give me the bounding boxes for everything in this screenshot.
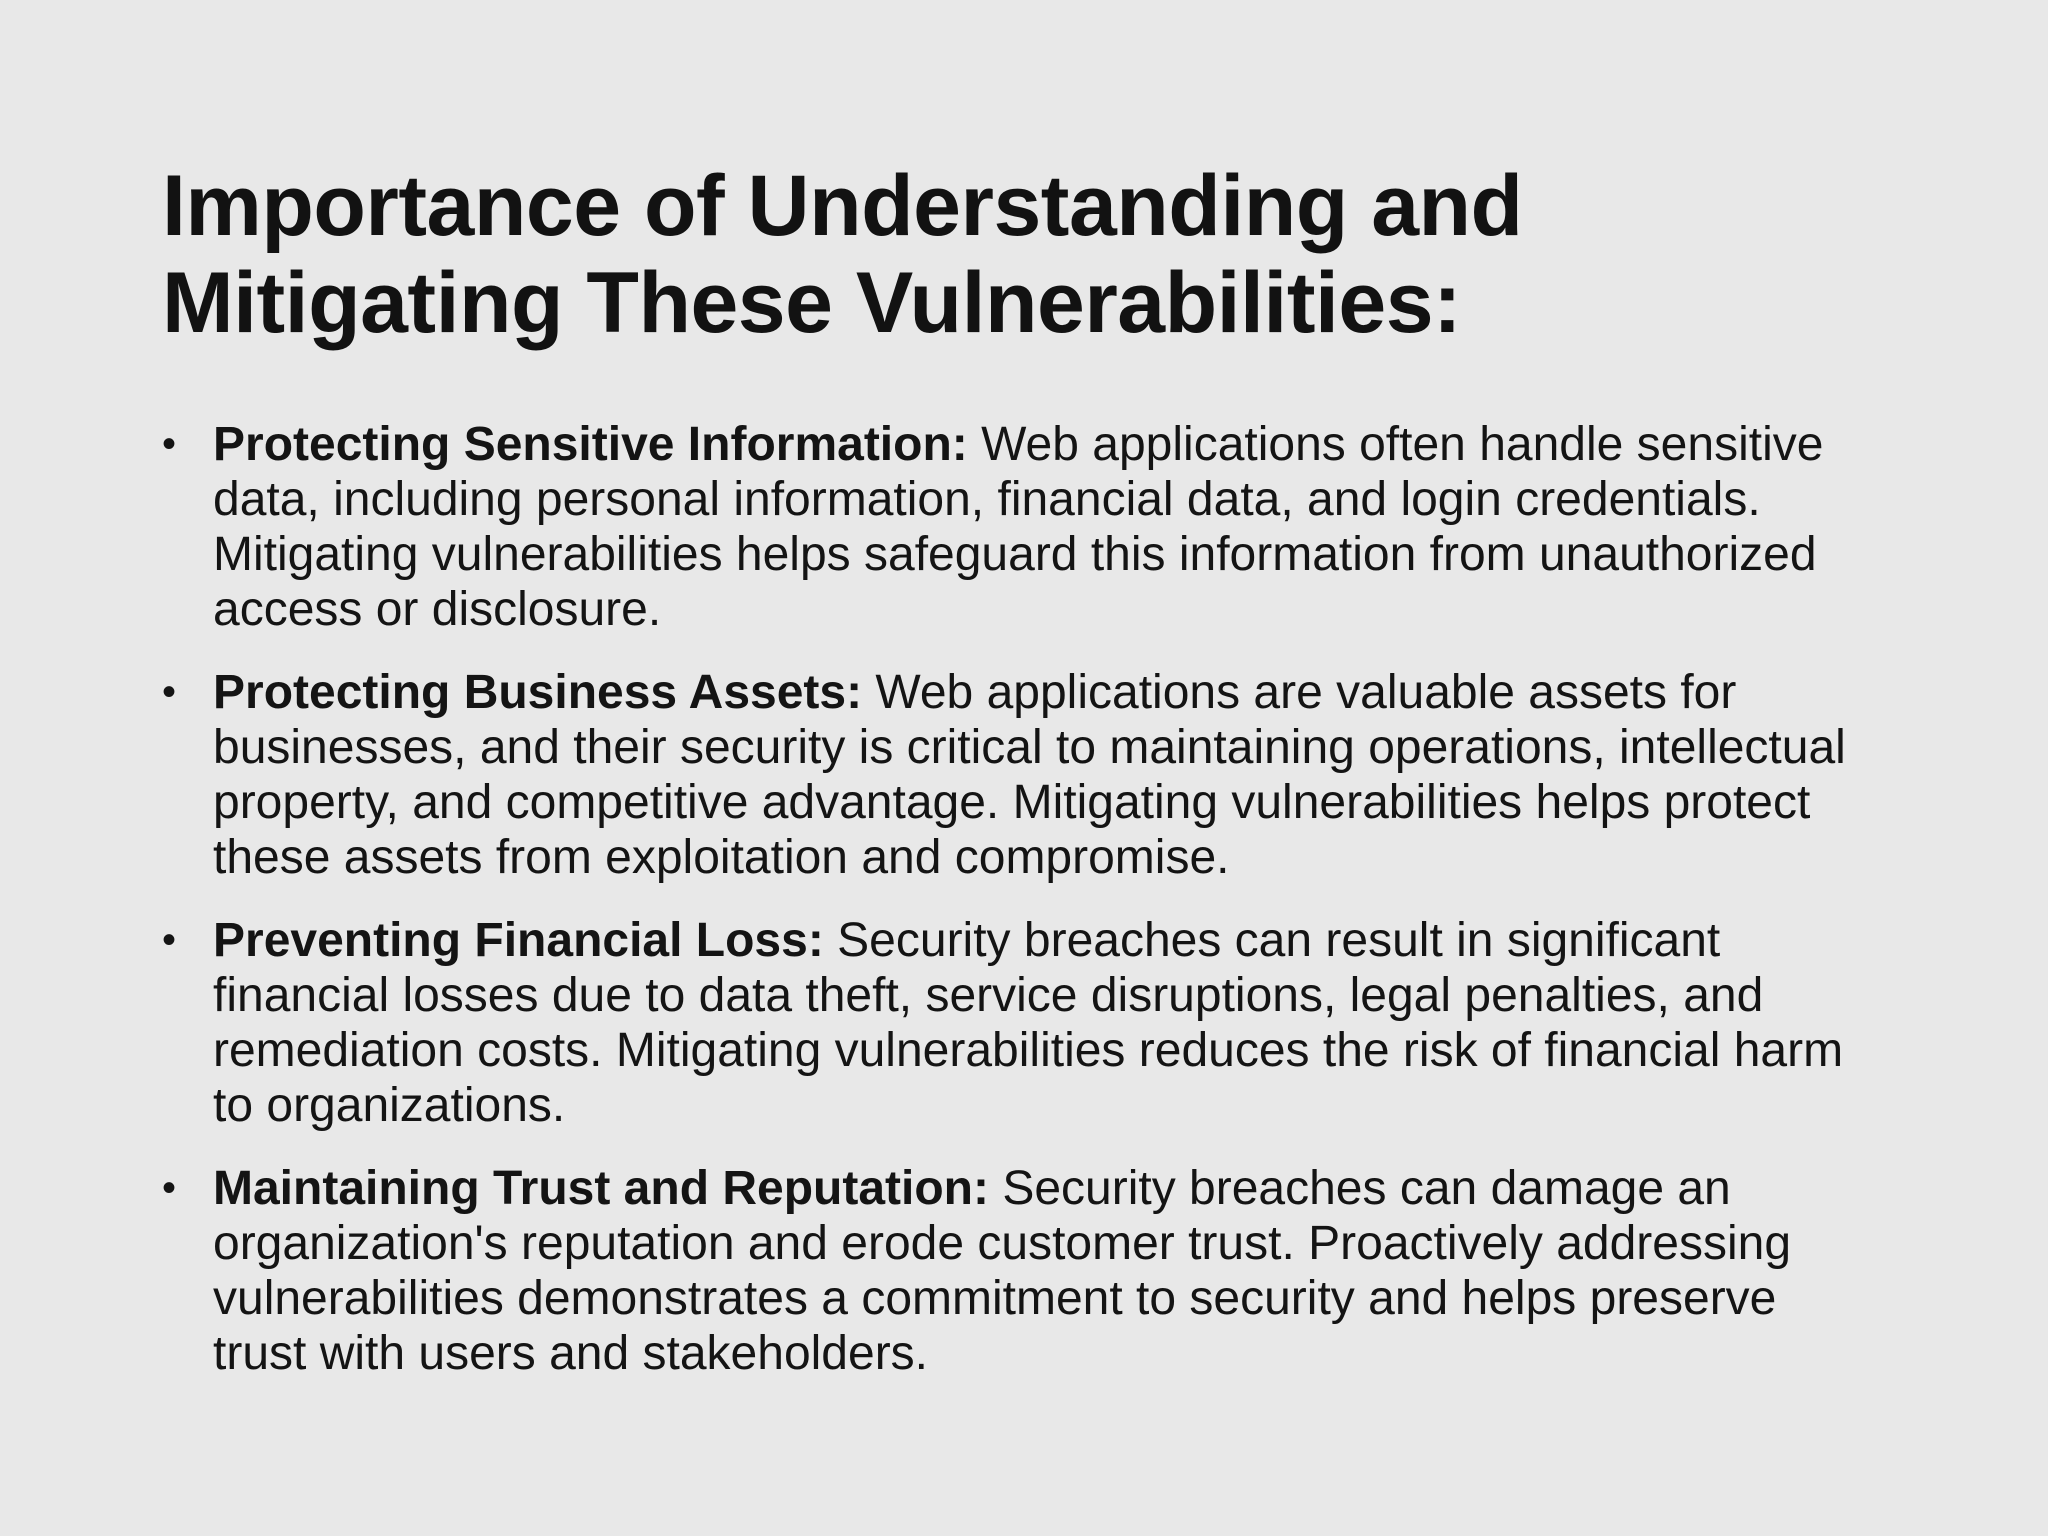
bullet-marker: •: [162, 670, 177, 714]
bullet-item-trust-reputation: [162, 1161, 1882, 1381]
bullet-text: Security breaches can damage an organization's reputation and erode customer trust. Proactively addressing vulnerabilities demonstrates a commitment to security and helps preserve trust with users and stakeholders.: [213, 1162, 1792, 1380]
slide-title: [162, 158, 1922, 352]
bullet-marker: •: [162, 918, 177, 962]
bullet-marker: •: [162, 422, 177, 466]
bullet-text: Web applications are valuable assets for businesses, and their security is critical to maintaining operations, intellectual property, and competitive advantage. Mitigating vulnerabilities helps protect these assets from exploitation and compromise.: [213, 666, 1846, 884]
bullet-term: Preventing Financial Loss:: [213, 914, 824, 967]
bullet-item-financial-loss: [162, 913, 1882, 1133]
bullet-item-sensitive-information: [162, 417, 1882, 637]
bullet-marker: •: [162, 1166, 177, 1210]
bullet-item-business-assets: [162, 665, 1882, 885]
title-line-2: Mitigating These Vulnerabilities:: [162, 255, 1462, 351]
bullet-term: Protecting Sensitive Information:: [213, 418, 968, 471]
bullet-term: Maintaining Trust and Reputation:: [213, 1162, 989, 1215]
bullet-list: [162, 417, 1882, 1409]
bullet-text: Security breaches can result in significant financial losses due to data theft, service disruptions, legal penalties, and remediation costs. Mitigating vulnerabilities reduces the risk of financial harm to organizations.: [213, 914, 1844, 1132]
bullet-text: Web applications often handle sensitive data, including personal information, financial data, and login credentials. Mitigating vulnerabilities helps safeguard this information from unauthorized access or disclosure.: [213, 418, 1824, 636]
title-line-1: Importance of Understanding and: [162, 158, 1523, 254]
bullet-term: Protecting Business Assets:: [213, 666, 863, 719]
